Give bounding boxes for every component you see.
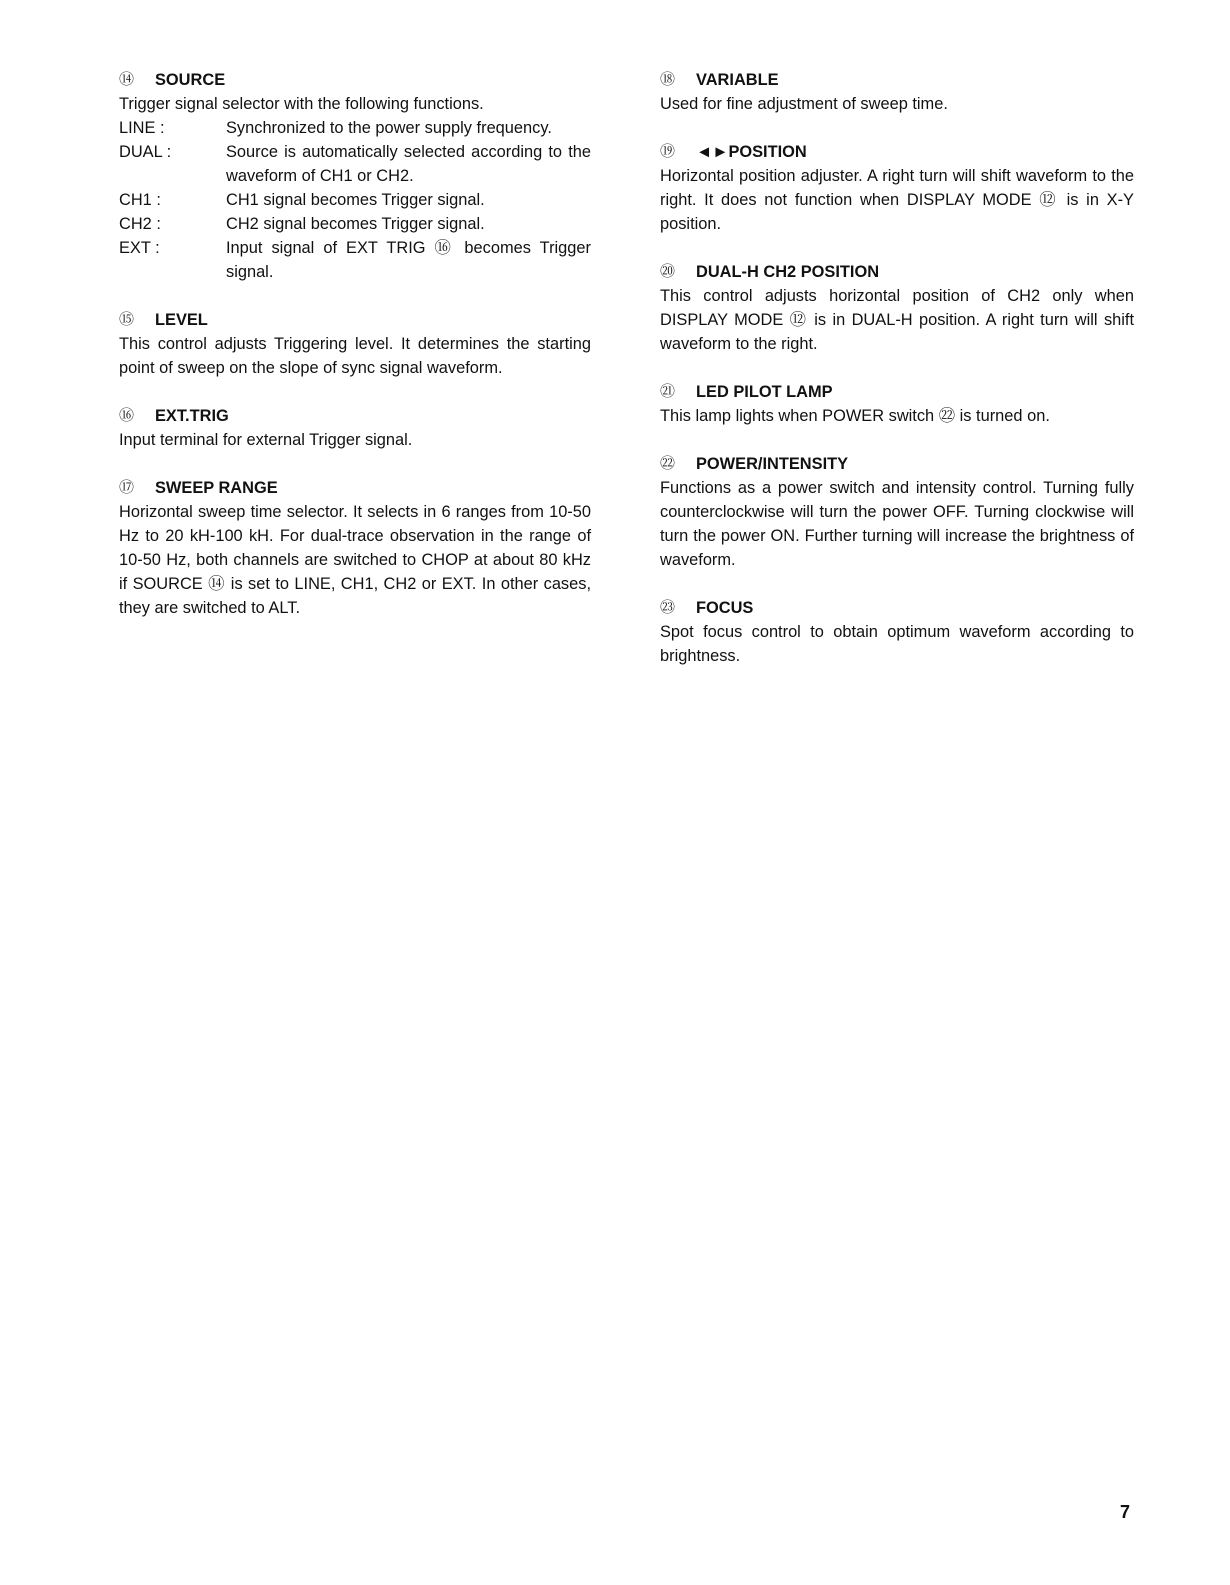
section-source bbox=[119, 68, 591, 284]
source-row-label: LINE : bbox=[119, 119, 165, 137]
section-title: SWEEP RANGE bbox=[155, 479, 278, 497]
item-number: ⑮ bbox=[119, 311, 135, 328]
section-title: DUAL-H CH2 POSITION bbox=[696, 263, 880, 281]
section-body: Used for fine adjustment of sweep time. bbox=[660, 95, 948, 113]
section-heading bbox=[660, 260, 1134, 284]
source-row-label: EXT : bbox=[119, 239, 160, 257]
source-row bbox=[119, 116, 591, 140]
item-number: ㉑ bbox=[660, 383, 676, 400]
section-heading bbox=[119, 308, 591, 332]
section-heading bbox=[660, 140, 1134, 164]
source-row-text: CH2 signal becomes Trigger signal. bbox=[226, 215, 485, 233]
page-number: 7 bbox=[1120, 1502, 1131, 1522]
source-row bbox=[119, 140, 591, 188]
section-focus bbox=[660, 596, 1134, 668]
section-dual-h-ch2-position bbox=[660, 260, 1134, 356]
source-row bbox=[119, 188, 591, 212]
source-row-label: DUAL : bbox=[119, 143, 172, 161]
right-column bbox=[660, 68, 1134, 692]
section-heading bbox=[119, 68, 591, 92]
section-title: SOURCE bbox=[155, 71, 226, 89]
source-row-label: CH1 : bbox=[119, 191, 161, 209]
item-number: ㉓ bbox=[660, 599, 676, 616]
section-level bbox=[119, 308, 591, 380]
section-heading bbox=[660, 68, 1134, 92]
section-title: EXT.TRIG bbox=[155, 407, 229, 425]
section-ext-trig bbox=[119, 404, 591, 452]
section-body: This control adjusts horizontal position of CH2 only when DISPLAY MODE ⑫ is in DUAL-H position. A right turn will shift waveform to the right. bbox=[660, 287, 1134, 353]
source-row bbox=[119, 236, 591, 284]
source-row-text: Source is automatically selected according to the waveform of CH1 or CH2. bbox=[226, 143, 591, 185]
section-position bbox=[660, 140, 1134, 236]
section-title: POWER/INTENSITY bbox=[696, 455, 849, 473]
section-body: Horizontal sweep time selector. It selects in 6 ranges from 10-50 Hz to 20 kH-100 kH. For dual-trace observation in the range of 10-50 Hz, both channels are switched to CHOP at about 80 kHz if SOURCE ⑭ is set to LINE, CH1, CH2 or EXT. In other cases, they are switched to ALT. bbox=[119, 503, 591, 617]
section-power-intensity bbox=[660, 452, 1134, 572]
left-column bbox=[119, 68, 591, 644]
source-row-text: Input signal of EXT TRIG ⑯ becomes Trigger signal. bbox=[226, 239, 591, 281]
section-body: This lamp lights when POWER switch ㉒ is turned on. bbox=[660, 407, 1050, 425]
section-intro: Trigger signal selector with the following functions. bbox=[119, 95, 484, 113]
item-number: ⑳ bbox=[660, 263, 676, 280]
section-title: ◄►POSITION bbox=[696, 143, 807, 161]
section-heading bbox=[660, 380, 1134, 404]
item-number: ⑯ bbox=[119, 407, 135, 424]
section-led-pilot-lamp bbox=[660, 380, 1134, 428]
section-title: FOCUS bbox=[696, 599, 754, 617]
source-row-label: CH2 : bbox=[119, 215, 161, 233]
section-title: VARIABLE bbox=[696, 71, 779, 89]
section-body: Horizontal position adjuster. A right turn will shift waveform to the right. It does not function when DISPLAY MODE ⑫ is in X-Y position. bbox=[660, 167, 1134, 233]
section-heading bbox=[660, 452, 1134, 476]
section-heading bbox=[119, 404, 591, 428]
item-number: ⑰ bbox=[119, 479, 135, 496]
item-number: ⑭ bbox=[119, 71, 135, 88]
section-title: LED PILOT LAMP bbox=[696, 383, 833, 401]
item-number: ⑲ bbox=[660, 143, 676, 160]
item-number: ㉒ bbox=[660, 455, 676, 472]
section-sweep-range bbox=[119, 476, 591, 620]
section-variable bbox=[660, 68, 1134, 116]
source-row bbox=[119, 212, 591, 236]
section-heading bbox=[119, 476, 591, 500]
item-number: ⑱ bbox=[660, 71, 676, 88]
source-row-text: Synchronized to the power supply frequency. bbox=[226, 119, 552, 137]
section-heading bbox=[660, 596, 1134, 620]
section-body: Spot focus control to obtain optimum waveform according to brightness. bbox=[660, 623, 1134, 665]
section-body: Input terminal for external Trigger signal. bbox=[119, 431, 413, 449]
source-row-text: CH1 signal becomes Trigger signal. bbox=[226, 191, 485, 209]
section-body: Functions as a power switch and intensity control. Turning fully counterclockwise will turn the power OFF. Turning clockwise will turn the power ON. Further turning will increase the brightness of waveform. bbox=[660, 479, 1134, 569]
section-body: This control adjusts Triggering level. It determines the starting point of sweep on the slope of sync signal waveform. bbox=[119, 335, 591, 377]
section-title: LEVEL bbox=[155, 311, 208, 329]
